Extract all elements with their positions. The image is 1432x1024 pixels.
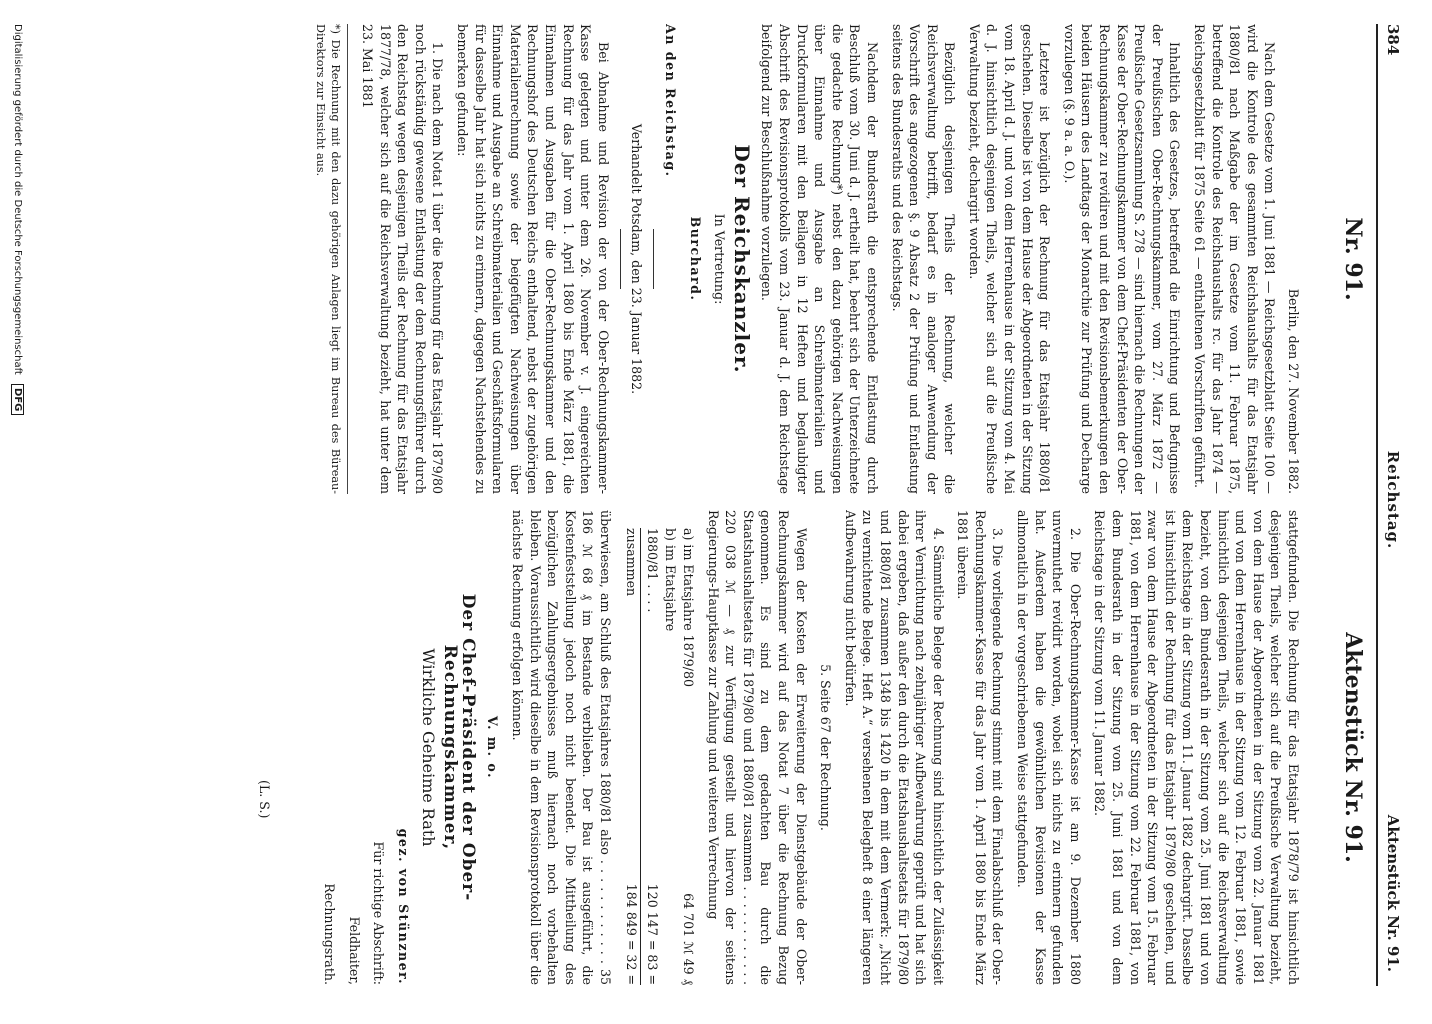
- table-row: [643, 528, 661, 985]
- chief-rank: Wirkliche Geheime Rath: [418, 648, 438, 847]
- signer: Burchard.: [687, 216, 703, 302]
- row-value: 64 701 ℳ 49 ₰: [681, 893, 696, 985]
- paragraph: 2. Die Ober-Rechnungskammer-Kasse ist am 9. Dezember 1880 unvermuthet revidirt worden, wobei sich nichts zu erinnern gefunden hat. Außerdem haben die gewöhnlichen Revisionen der Kasse allmonatlich in der vorgeschriebenen Weise stattgefunden.: [1015, 510, 1083, 985]
- paragraph: Nach dem Gesetze vom 1. Juni 1881 — Reichsgesetzblatt Seite 100 — wird die Kontrole des gesammten Reichshaushalts für das Etatsjahr 1880/81 nach Maßgabe der im Gesetze vom 11. Februar 1875, betreffend die Kontrole des Reichshaushalts rc. für das Jahr 1874 — Reichsgesetzblatt für 1875 Seite 61 — enthaltenen Vorschriften geführt.: [1192, 24, 1278, 494]
- sender: Der Reichskanzler.: [729, 144, 754, 374]
- table-row: [679, 528, 697, 985]
- funding-text: Digitalisierung gefördert durch die Deutsche Forschungsgemeinschaft: [12, 24, 23, 375]
- paragraph: Nachdem der Bundesrath die entsprechende Entlastung durch Beschluß vom 30. Juni d. J. ertheilt hat, beehrt sich der Unterzeichnete die gedachte Rechnung*) nebst den dazu gehörigen Nachweisungen über Einnahme und Ausgabe an Schreibmaterialien und Druckformularen mit den Beilagen in 12 Heften und beglaubigter Abschrift des Revisionsprotokolls vom 23. Januar d. J. dem Reichstage beifolgend zur Beschlußnahme vorzulegen.: [759, 24, 880, 494]
- chief-title: Der Chef-Präsident der Ober-Rechnungskammer,: [440, 593, 478, 902]
- paragraph: 3. Die vorliegende Rechnung stimmt mit dem Finalabschluß der Ober-Rechnungskammer-Kasse für das Jahr vom 1. April 1880 bis Ende März 1881 überein.: [955, 510, 1006, 985]
- certification: Für richtige Abschrift:: [371, 841, 387, 985]
- row-label: b) im Etatsjahre: [663, 528, 678, 632]
- right-title: Aktenstück Nr. 91.: [1340, 632, 1366, 863]
- clerk-name: Feldhaiter,: [346, 916, 362, 985]
- footnote: *) Die Rechnung mit den dazu gehörigen Anlagen liegt im Bureau des Büreau-Direktors zur Einsicht aus.: [314, 24, 349, 494]
- left-column: [307, 24, 1303, 494]
- dfg-logo: DFG: [11, 384, 24, 415]
- section-heading: 5. Seite 67 der Rechnung.: [818, 664, 834, 831]
- left-title: Nr. 91.: [1340, 217, 1366, 301]
- running-title: Reichstag.: [1384, 450, 1402, 550]
- protocol-title: Verhandelt Potsdam, den 23. Januar 1882.: [629, 123, 645, 395]
- paragraph: überwiesen, am Schluß des Etatsjahres 1880/81 also . . . . . . . . . . . . 35 186 ℳ 68 ₰ im Bestande verblieben. Der Bau ist ausgeführt, die Kostenfeststellung jedoch noch nicht beendet. Die Mittheilung des bezüglichen Zahlungsergebnisses muß hiernach noch vorbehalten bleiben. Voraussichtlich wird dieselbe in dem Revisionsprotokoll über die nächste Rechnung erfolgen können.: [510, 510, 613, 985]
- paragraph: Letztere ist bezüglich der Rechnung für das Etatsjahr 1880/81 geschehen. Dieselbe ist von dem Hause der Abgeordneten in der Sitzung vom 18. April d. J. und von dem Herrenhause in der Sitzung vom 4. Mai d. J. hinsichtlich desjenigen Theils, welcher sich auf die Preußische Verwaltung bezieht, dechargirt worden.: [966, 24, 1053, 494]
- paragraph: Wegen der Kosten der Erweiterung der Dienstgebäude der Ober-Rechnungskammer wird auf das Notat 7 über die Rechnung Bezug genommen. Es sind zu dem gedachten Bau durch die Staatshaushaltsetats für 1879/80 und 1880/81 zusammen . . . . . . . . . . . . 220 038 ℳ — ₰ zur Verfügung gestellt und hiervon der seitens Regierungs-Hauptkasse zur Zahlung und weiteren Verrechnung: [705, 510, 809, 985]
- right-column: [314, 510, 1302, 985]
- table-row: [661, 528, 679, 985]
- sum-value: 184 849 = 32 =: [624, 883, 639, 985]
- paragraph: 1. Die nach dem Notat 1 über die Rechnung für das Etatsjahr 1879/80 noch rückständig gewesene Entlastung der dem Rechnungsführer durch den Reichstag wegen desjenigen Theils der Rechnung für das Etatsjahr 1877/78, welcher sich auf die Reichsverwaltung bezieht, hat unter dem 23. Mai 1881: [360, 24, 446, 494]
- funding-note: [11, 0, 24, 1024]
- header-rule: [1376, 24, 1378, 986]
- seal-mark: (L. S.): [257, 780, 272, 819]
- dateline: Berlin, den 27. November 1882.: [1286, 288, 1301, 494]
- divider: [620, 229, 621, 289]
- paragraph: 4. Sämmtliche Belege der Rechnung sind hinsichtlich der Zulässigkeit ihrer Vernichtung nach zehnjähriger Aufbewahrung geprüft und hat sich dabei ergeben, daß außer den durch die Etatshaushaltsetats für 1879/80 und 1880/81 zusammen 1348 bis 1420 in dem mit dem Vermerk: „Nicht zu vernichtende Belege. Heft A.“ versehenen Belegheft 8 einer längeren Aufbewahrung nicht bedürfen.: [842, 510, 946, 985]
- addressee: An den Reichstag.: [663, 24, 678, 178]
- paragraph: Bezüglich desjenigen Theils der Rechnung, welcher die Reichsverwaltung betrifft, bedarf es in analoger Anwendung der Vorschrift des angezogenen §. 9 Absatz 2 der Prüfung und Entlastung seitens des Bundesraths und des Reichstags.: [889, 24, 958, 494]
- row-label: 1880/81 . . . .: [645, 528, 660, 613]
- deputy-line: In Vertretung:: [712, 213, 728, 305]
- page-number: 384: [1384, 24, 1402, 56]
- paragraph: Bei Abnahme und Revision der von der Ober-Rechnungskammer-Kasse gelegten und unter dem 26. November v. J. eingereichten Rechnung für das Jahr vom 1. April 1880 bis Ende März 1881, die Einnahmen und Ausgaben für die Ober-Rechnungskammer und den Rechnungshof des Deutschen Reichs enthaltend, nebst der zugehörigen Materialienrechnung sowie der beigefügten Nachweisungen über Einnahme und Ausgabe an Schreibmaterialien und Geschäftsformularen für dasselbe Jahr hat sich nichts zu erinnern, dagegen Nachstehendes zu bemerken gefunden:: [455, 24, 611, 494]
- divider: [653, 229, 654, 289]
- paragraph: stattgefunden. Die Rechnung für das Etatsjahr 1878/79 ist hinsichtlich desjenigen Theils, welcher sich auf die Preußische Verwaltung bezieht, von dem Hause der Abgeordneten in der Sitzung vom 22. Januar 1881 und von dem Herrenhause in der Sitzung vom 12. Februar 1881, sowie hinsichtlich desjenigen Theils, welcher sich auf die Reichsverwaltung bezieht, von dem Bundesrath in der Sitzung vom 25. Juni 1881 und von dem Reichstage in der Sitzung vom 11. Januar 1882 dechargirt. Dasselbe ist hinsichtlich der Rechnung für das Etatsjahr 1879/80 geschehen, und zwar von dem Hause der Abgeordneten in der Sitzung vom 15. Februar 1881, von dem Herrenhause in der Sitzung vom 22. Februar 1881, von dem Bundesrath in der Sitzung vom 25. Juni 1881 und von dem Reichstage in der Sitzung vom 11. Januar 1882.: [1092, 510, 1301, 985]
- vmo-line: V. m. o.: [485, 716, 501, 779]
- clerk-role: Rechnungsrath.: [322, 883, 338, 985]
- paragraph: Inhaltlich des Gesetzes, betreffend die Einrichtung und Befugnisse der Preußischen Ober-Rechnungskammer, vom 27. März 1872 — Preußische Gesetzsammlung S. 278 — sind hiernach die Rechnungen der Kasse der Ober-Rechnungskammer von dem Chef-Präsidenten der Ober-Rechnungskammer zu revidiren und mit den Revisionsbemerkungen den beiden Häusern des Landtags der Monarchie zur Prüfung und Decharge vorzulegen (§. 9 a. a. O.).: [1061, 24, 1183, 494]
- row-value: 120 147 = 83 =: [645, 883, 660, 985]
- document-ref: Aktenstück Nr. 91.: [1384, 814, 1402, 972]
- chief-signature: gez. von Stünzner.: [396, 828, 412, 985]
- sum-label: zusammen: [624, 528, 639, 597]
- amount-table: [622, 528, 697, 985]
- sum-row: [622, 528, 641, 985]
- row-label: a) im Etatsjahre 1879/80: [681, 528, 696, 688]
